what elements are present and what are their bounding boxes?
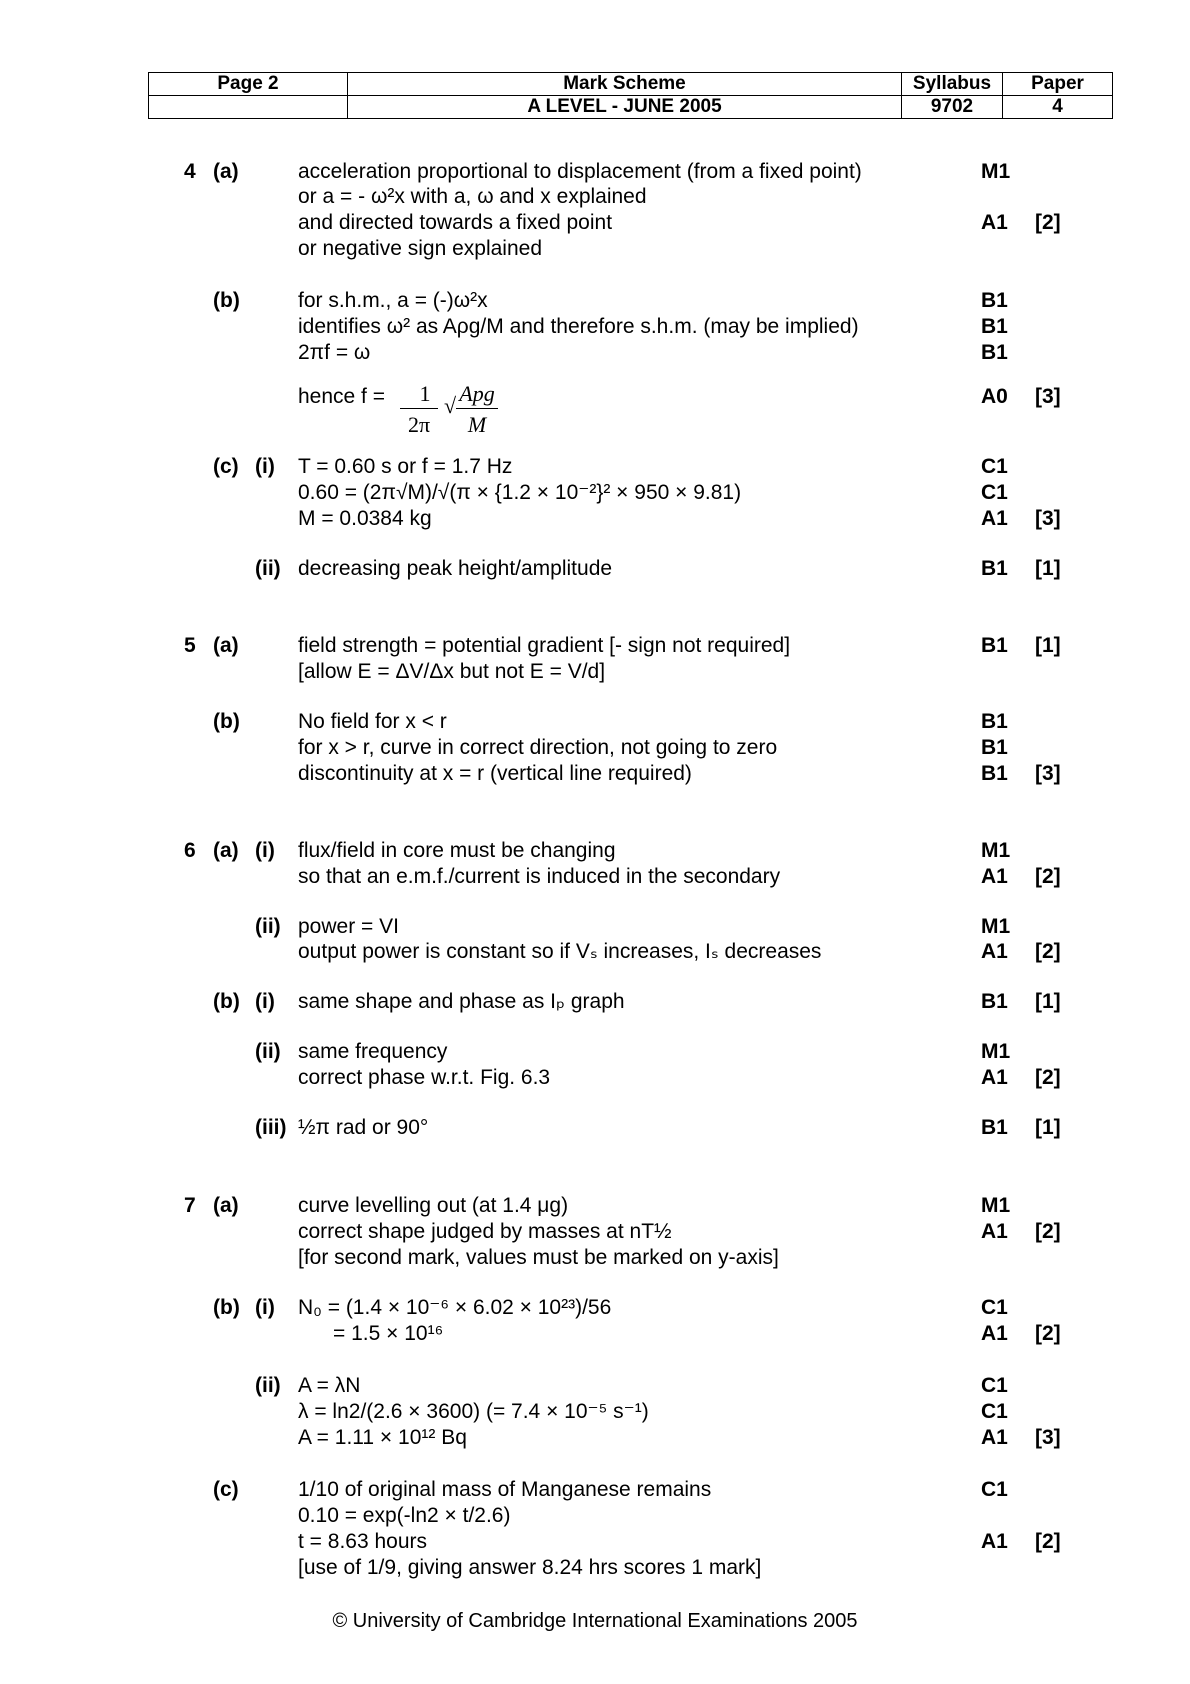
answer-text: [use of 1/9, giving answer 8.24 hrs scores 1 mark] xyxy=(298,1556,762,1579)
subpart-label: (ii) xyxy=(255,557,281,580)
header-page: Page 2 xyxy=(149,73,348,96)
header-title: Mark Scheme xyxy=(348,73,902,96)
part-label: (b) xyxy=(213,710,240,733)
header-paper-label: Paper xyxy=(1003,73,1113,96)
answer-text: for x > r, curve in correct direction, not going to zero xyxy=(298,736,778,759)
answer-text: and directed towards a fixed point xyxy=(298,211,613,234)
subpart-label: (i) xyxy=(255,455,275,478)
mark-code: A1 xyxy=(981,1066,1008,1089)
mark-code: A1 xyxy=(981,1220,1008,1243)
answer-text: A = 1.11 × 10¹² Bq xyxy=(298,1426,467,1449)
mark-code: A1 xyxy=(981,507,1008,530)
mark-total: [2] xyxy=(1035,940,1061,963)
header-table xyxy=(148,72,1113,119)
mark-total: [1] xyxy=(1035,634,1061,657)
answer-text: [for second mark, values must be marked on y-axis] xyxy=(298,1246,779,1269)
mark-total: [1] xyxy=(1035,990,1061,1013)
mark-total: [1] xyxy=(1035,1116,1061,1139)
answer-text: same shape and phase as Iₚ graph xyxy=(298,990,625,1013)
mark-code: B1 xyxy=(981,736,1008,759)
mark-code: C1 xyxy=(981,1374,1008,1397)
answer-text: output power is constant so if Vₛ increases, Iₛ decreases xyxy=(298,940,822,963)
answer-text: field strength = potential gradient [- sign not required] xyxy=(298,634,791,657)
mark-code: B1 xyxy=(981,289,1008,312)
answer-text: for s.h.m., a = (-)ω²x xyxy=(298,289,488,312)
formula-num2: Apg xyxy=(459,381,495,406)
mark-code: A0 xyxy=(981,385,1008,408)
mark-code: C1 xyxy=(981,1478,1008,1501)
answer-text: λ = ln2/(2.6 × 3600) (= 7.4 × 10⁻⁵ s⁻¹) xyxy=(298,1400,649,1423)
mark-code: B1 xyxy=(981,990,1008,1013)
mark-code: C1 xyxy=(981,455,1008,478)
mark-total: [3] xyxy=(1035,385,1061,408)
answer-text: decreasing peak height/amplitude xyxy=(298,557,613,580)
answer-text: = 1.5 × 10¹⁶ xyxy=(298,1322,444,1345)
subpart-label: (ii) xyxy=(255,1040,281,1063)
mark-code: A1 xyxy=(981,211,1008,234)
answer-text: No field for x < r xyxy=(298,710,447,733)
mark-code: M1 xyxy=(981,1194,1011,1217)
formula-root: √ xyxy=(444,393,457,418)
mark-total: [2] xyxy=(1035,1220,1061,1243)
answer-text: same frequency xyxy=(298,1040,448,1063)
mark-code: C1 xyxy=(981,1400,1008,1423)
answer-text: correct shape judged by masses at nT½ xyxy=(298,1220,672,1243)
part-label: (c) xyxy=(213,1478,239,1501)
formula-den2: M xyxy=(467,412,487,437)
header-blank xyxy=(149,96,348,119)
mark-code: M1 xyxy=(981,1040,1011,1063)
answer-text: or negative sign explained xyxy=(298,237,543,260)
answer-text: or a = - ω²x with a, ω and x explained xyxy=(298,185,647,208)
answer-text: correct phase w.r.t. Fig. 6.3 xyxy=(298,1066,551,1089)
answer-text: so that an e.m.f./current is induced in the secondary xyxy=(298,865,781,888)
mark-code: M1 xyxy=(981,160,1011,183)
mark-total: [3] xyxy=(1035,1426,1061,1449)
answer-text: M = 0.0384 kg xyxy=(298,507,432,530)
mark-code: A1 xyxy=(981,1322,1008,1345)
mark-total: [2] xyxy=(1035,865,1061,888)
answer-text: N₀ = (1.4 × 10⁻⁶ × 6.02 × 10²³)/56 xyxy=(298,1296,612,1319)
mark-code: B1 xyxy=(981,710,1008,733)
answer-text: hence f = xyxy=(298,385,385,408)
mark-code: M1 xyxy=(981,915,1011,938)
footer-copyright: © University of Cambridge International Examinations 2005 xyxy=(332,1610,858,1632)
answer-text: discontinuity at x = r (vertical line required) xyxy=(298,762,692,785)
answer-text: 2πf = ω xyxy=(298,341,371,364)
part-label: (a) xyxy=(213,1194,239,1217)
answer-text: 0.10 = exp(-ln2 × t/2.6) xyxy=(298,1504,511,1527)
mark-code: A1 xyxy=(981,865,1008,888)
mark-code: C1 xyxy=(981,481,1008,504)
mark-code: B1 xyxy=(981,762,1008,785)
question-number: 4 xyxy=(184,160,196,183)
question-number: 7 xyxy=(184,1194,196,1217)
subpart-label: (ii) xyxy=(255,1374,281,1397)
mark-total: [1] xyxy=(1035,557,1061,580)
mark-total: [2] xyxy=(1035,1066,1061,1089)
answer-text: t = 8.63 hours xyxy=(298,1530,428,1553)
subpart-label: (i) xyxy=(255,1296,275,1319)
answer-text: 1/10 of original mass of Manganese remains xyxy=(298,1478,712,1501)
answer-text: flux/field in core must be changing xyxy=(298,839,616,862)
header-exam: A LEVEL - JUNE 2005 xyxy=(348,96,902,119)
part-label: (b) xyxy=(213,289,240,312)
part-label: (a) xyxy=(213,839,239,862)
part-label: (b) xyxy=(213,990,240,1013)
header-syllabus-code: 9702 xyxy=(902,96,1003,119)
subpart-label: (ii) xyxy=(255,915,281,938)
mark-code: A1 xyxy=(981,1530,1008,1553)
mark-total: [3] xyxy=(1035,507,1061,530)
header-paper-number: 4 xyxy=(1003,96,1113,119)
part-label: (b) xyxy=(213,1296,240,1319)
mark-code: B1 xyxy=(981,341,1008,364)
answer-text: power = VI xyxy=(298,915,399,938)
mark-total: [3] xyxy=(1035,762,1061,785)
mark-code: A1 xyxy=(981,1426,1008,1449)
mark-code: B1 xyxy=(981,315,1008,338)
answer-text: ½π rad or 90° xyxy=(298,1116,429,1139)
subpart-label: (i) xyxy=(255,990,275,1013)
answer-text: identifies ω² as Aρg/M and therefore s.h.m. (may be implied) xyxy=(298,315,859,338)
answer-text: A = λN xyxy=(298,1374,361,1397)
part-label: (c) xyxy=(213,455,239,478)
answer-text: [allow E = ΔV/Δx but not E = V/d] xyxy=(298,660,606,683)
subpart-label: (iii) xyxy=(255,1116,287,1139)
answer-text: T = 0.60 s or f = 1.7 Hz xyxy=(298,455,513,478)
mark-total: [2] xyxy=(1035,1530,1061,1553)
mark-code: C1 xyxy=(981,1296,1008,1319)
formula-den1: 2π xyxy=(407,412,431,437)
mark-total: [2] xyxy=(1035,1322,1061,1345)
answer-text: curve levelling out (at 1.4 μg) xyxy=(298,1194,569,1217)
part-label: (a) xyxy=(213,160,239,183)
question-number: 5 xyxy=(184,634,196,657)
answer-text: 0.60 = (2π√M)/√(π × {1.2 × 10⁻²}² × 950 × 9.81) xyxy=(298,481,742,504)
question-number: 6 xyxy=(184,839,196,862)
mark-total: [2] xyxy=(1035,211,1061,234)
subpart-label: (i) xyxy=(255,839,275,862)
mark-code: B1 xyxy=(981,557,1008,580)
formula-num1: 1 xyxy=(419,381,431,406)
mark-code: M1 xyxy=(981,839,1011,862)
part-label: (a) xyxy=(213,634,239,657)
answer-text: acceleration proportional to displacement (from a fixed point) xyxy=(298,160,862,183)
mark-code: B1 xyxy=(981,1116,1008,1139)
mark-code: B1 xyxy=(981,634,1008,657)
header-syllabus-label: Syllabus xyxy=(902,73,1003,96)
mark-code: A1 xyxy=(981,940,1008,963)
